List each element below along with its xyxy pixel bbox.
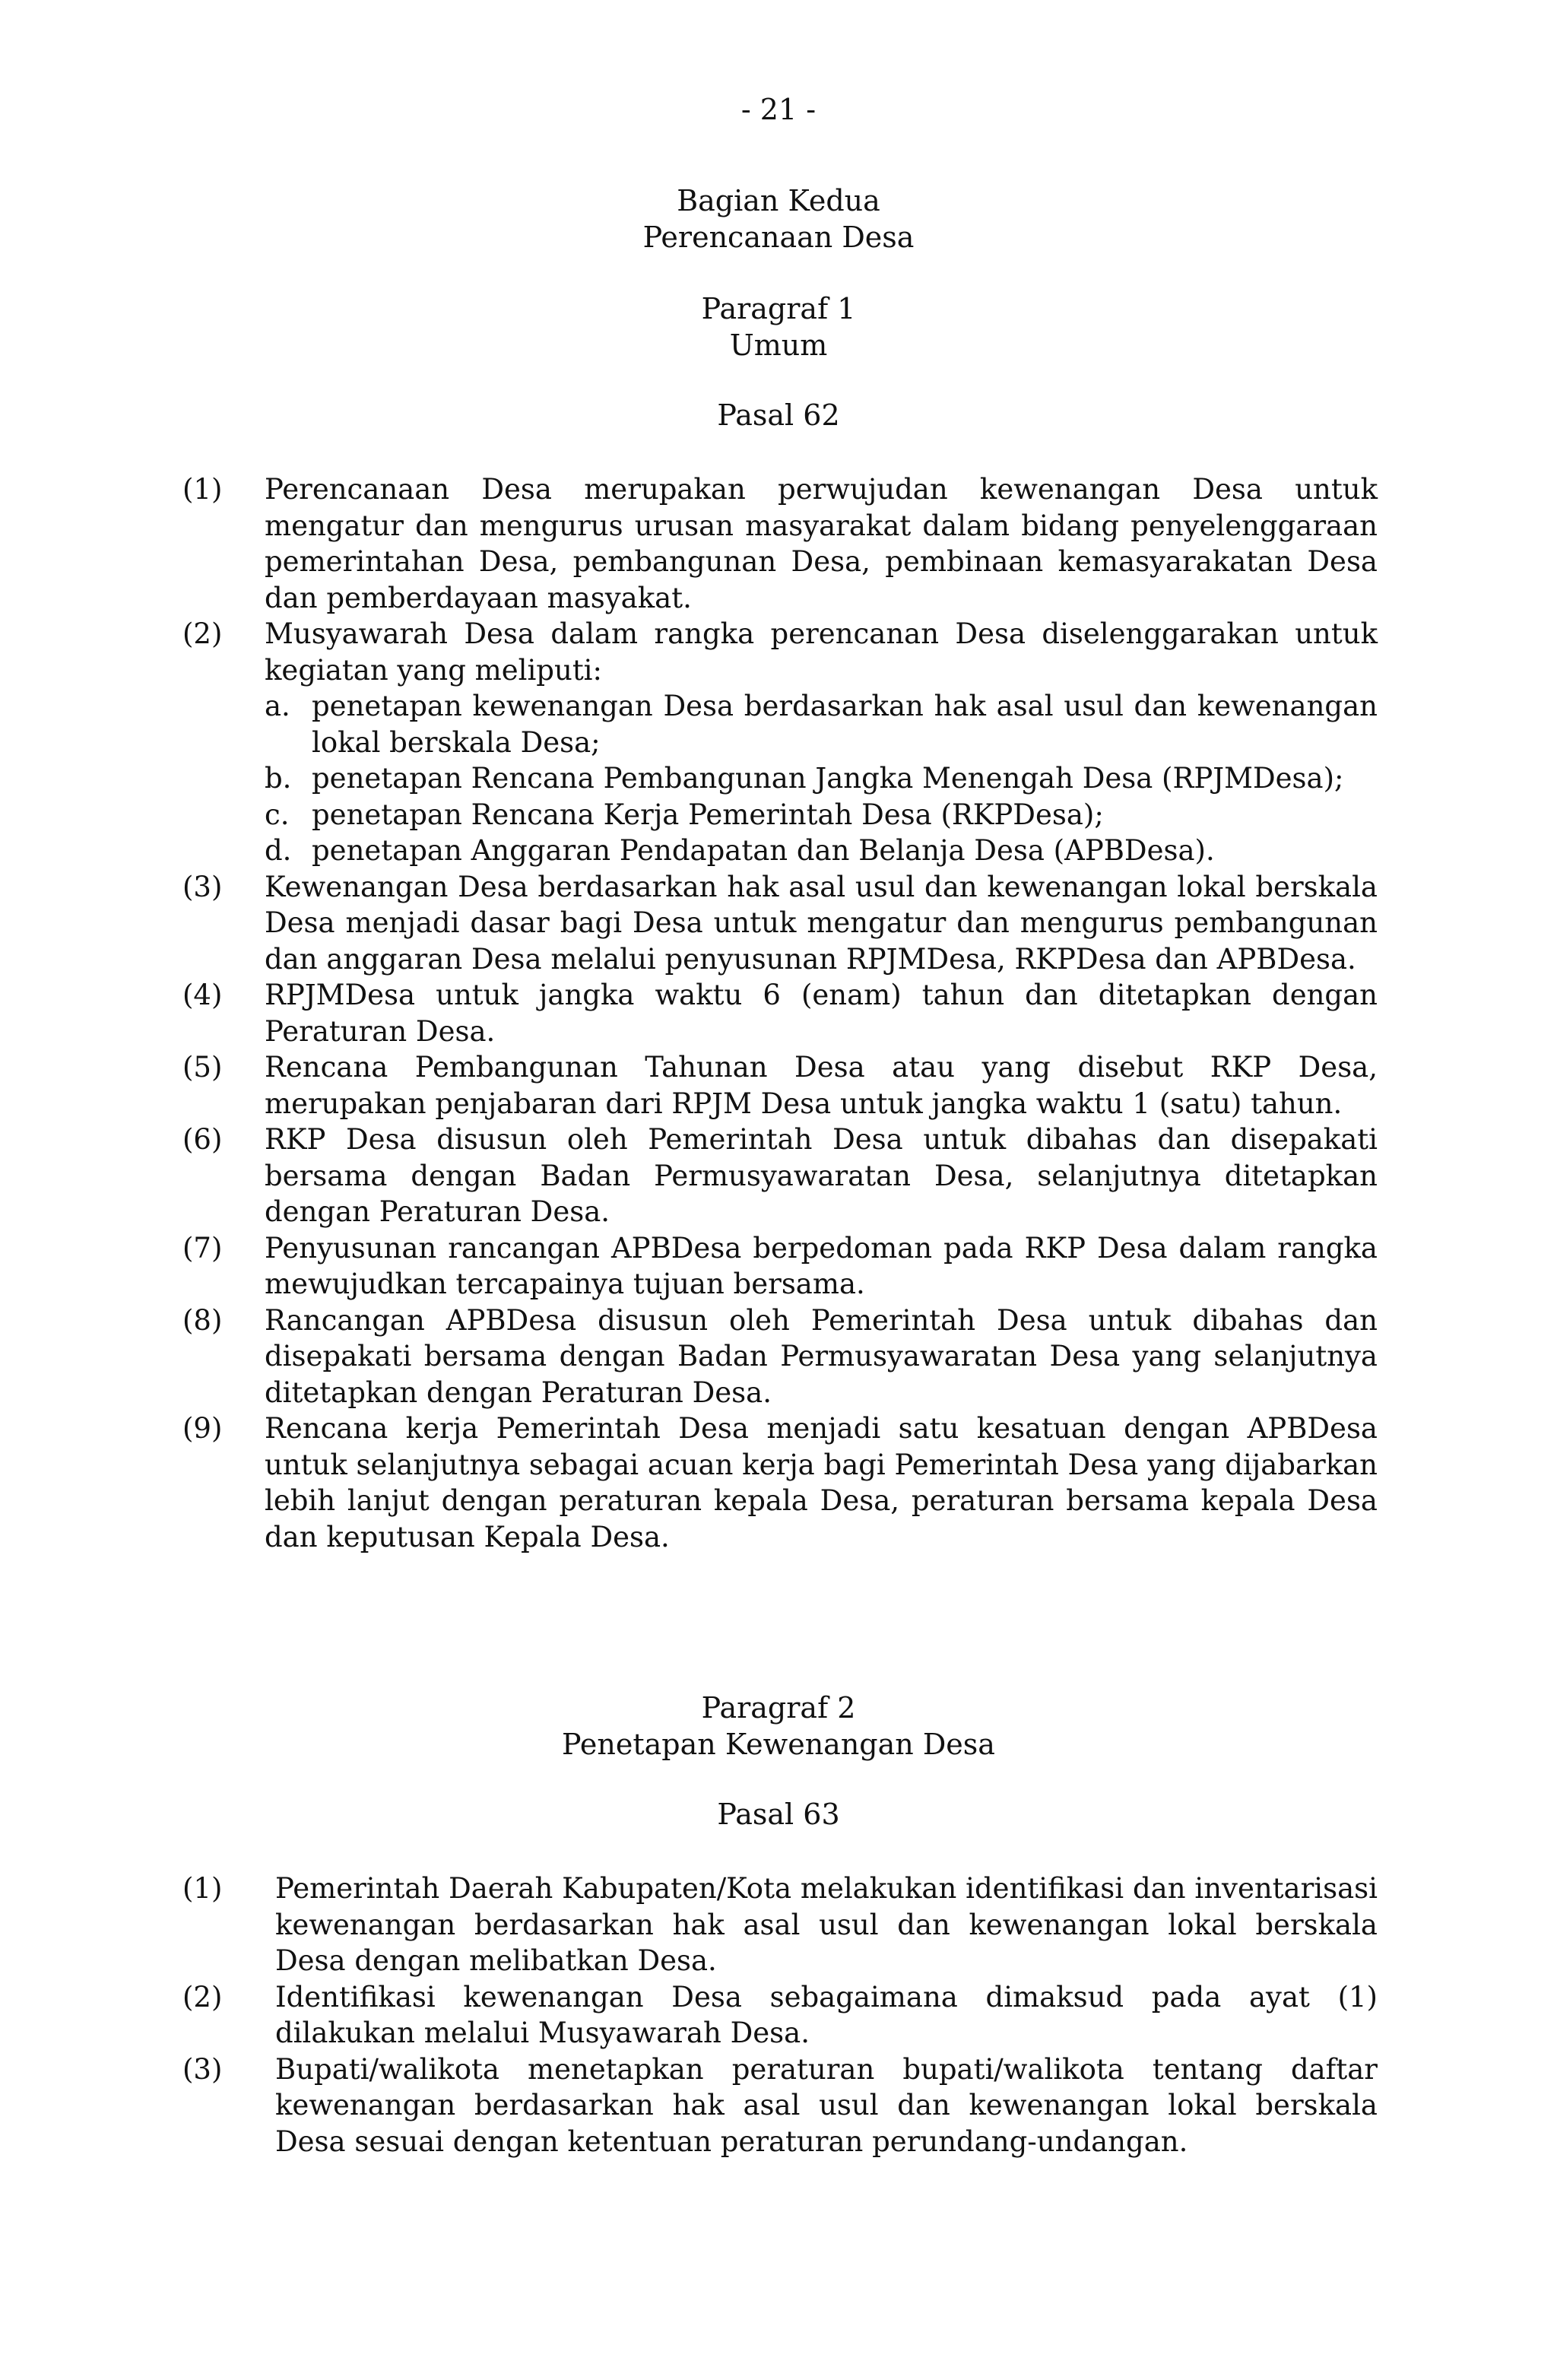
pasal62-items [182,471,1378,1555]
sub-item-letter: d. [265,834,292,867]
paragraf2-title: Paragraf 2 [701,1691,856,1725]
pasal62-item [182,869,1378,978]
sub-item-text: penetapan Rencana Pembangunan Jangka Menengah Desa (RPJMDesa); [312,762,1344,795]
pasal63-items [182,1871,1378,2159]
item-text: Perencanaan Desa merupakan perwujudan kewenangan Desa untuk mengatur dan mengurus urusan masyarakat dalam bidang penyelenggaraan pemerintahan Desa, pembangunan Desa, pembinaan kemasyarakatan Desa dan pemberdayaan masyakat. [265,473,1378,614]
paragraf1-heading [0,290,1557,363]
item-text: Kewenangan Desa berdasarkan hak asal usul dan kewenangan lokal berskala Desa menjadi dasar bagi Desa untuk mengatur dan mengurus pembangunan dan anggaran Desa melalui penyusunan RPJMDesa, RKPDesa dan APBDesa. [265,870,1378,976]
paragraf1-title: Paragraf 1 [701,292,856,325]
item-number: (3) [182,870,223,903]
pasal63-heading [0,1796,1557,1833]
item-number: (1) [182,1872,223,1905]
item-text: Musyawarah Desa dalam rangka perencanan Desa diselenggarakan untuk kegiatan yang meliputi: [265,617,1378,687]
item-number: (9) [182,1412,223,1445]
item-number: (3) [182,2052,223,2086]
pasal63-item [182,2052,1378,2160]
pasal63-item [182,1871,1378,1979]
item-number: (8) [182,1303,223,1337]
sub-item-text: penetapan Anggaran Pendapatan dan Belanja Desa (APBDesa). [312,834,1215,867]
sub-item-text: penetapan kewenangan Desa berdasarkan hak asal usul dan kewenangan lokal berskala Desa; [312,690,1378,759]
item-number: (2) [182,617,223,650]
item-number: (4) [182,979,223,1011]
sub-item [265,833,1378,869]
item-text: Rencana Pembangunan Tahunan Desa atau yang disebut RKP Desa, merupakan penjabaran dari RPJM Desa untuk jangka waktu 1 (satu) tahun. [265,1051,1378,1120]
item-number: (2) [182,1980,223,2013]
item-number: (7) [182,1231,223,1265]
sub-item-letter: c. [265,798,290,831]
item-text: Rencana kerja Pemerintah Desa menjadi satu kesatuan dengan APBDesa untuk selanjutnya sebagai acuan kerja bagi Pemerintah Desa yang dijabarkan lebih lanjut dengan peraturan kepala Desa, peraturan bersama kepala Desa dan keputusan Kepala Desa. [265,1412,1378,1553]
part-heading [0,182,1557,255]
sub-item-text: penetapan Rencana Kerja Pemerintah Desa (RKPDesa); [312,798,1104,831]
part-title: Bagian Kedua [677,184,880,217]
sub-item-letter: b. [265,762,292,795]
pasal62-item [182,616,1378,869]
pasal63-title: Pasal 63 [717,1798,840,1831]
paragraf2-heading [0,1690,1557,1763]
page-number: - 21 - [740,93,817,126]
pasal62-item [182,1230,1378,1303]
pasal62-item [182,1303,1378,1411]
item-text: Penyusunan rancangan APBDesa berpedoman pada RKP Desa dalam rangka mewujudkan tercapainya tujuan bersama. [265,1231,1378,1300]
item-text: Identifikasi kewenangan Desa sebagaimana dimaksud pada ayat (1) dilakukan melalui Musyawarah Desa. [275,1980,1378,2049]
sub-item [265,760,1378,797]
part-subtitle: Perencanaan Desa [642,221,915,254]
pasal62-item [182,1049,1378,1122]
item-text: Pemerintah Daerah Kabupaten/Kota melakukan identifikasi dan inventarisasi kewenangan berdasarkan hak asal usul dan kewenangan lokal berskala Desa dengan melibatkan Desa. [275,1872,1378,1977]
item-number: (6) [182,1123,223,1156]
paragraf2-subtitle: Penetapan Kewenangan Desa [562,1728,995,1761]
sub-item [265,797,1378,833]
item-text: RKP Desa disusun oleh Pemerintah Desa untuk dibahas dan disepakati bersama dengan Badan Permusyawaratan Desa, selanjutnya ditetapkan dengan Peraturan Desa. [265,1123,1378,1228]
pasal63-item [182,1979,1378,2052]
item-number: (5) [182,1051,223,1084]
pasal62-item [182,471,1378,616]
pasal62-item [182,1122,1378,1230]
pasal62-title: Pasal 62 [717,398,840,432]
item-text: Bupati/walikota menetapkan peraturan bupati/walikota tentang daftar kewenangan berdasarkan hak asal usul dan kewenangan lokal berskala Desa sesuai dengan ketentuan peraturan perundang-undangan. [275,2052,1378,2158]
pasal62-item [182,977,1378,1049]
pasal62-heading [0,397,1557,433]
sub-item-letter: a. [265,690,290,722]
paragraf1-subtitle: Umum [729,328,828,362]
item-text: RPJMDesa untuk jangka waktu 6 (enam) tahun dan ditetapkan dengan Peraturan Desa. [265,979,1378,1048]
item-text: Rancangan APBDesa disusun oleh Pemerintah Desa untuk dibahas dan disepakati bersama dengan Badan Permusyawaratan Desa yang selanjutnya ditetapkan dengan Peraturan Desa. [265,1303,1378,1409]
pasal62-item [182,1411,1378,1555]
item-number: (1) [182,473,223,506]
sub-item [265,688,1378,760]
